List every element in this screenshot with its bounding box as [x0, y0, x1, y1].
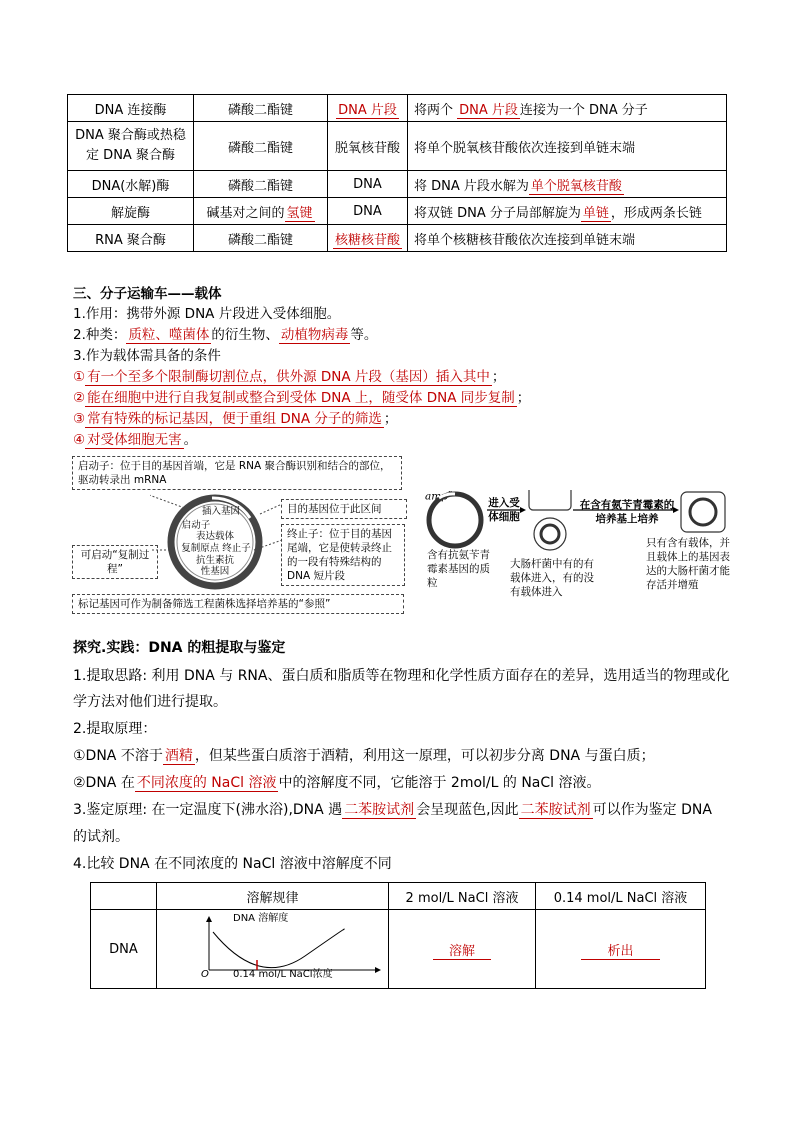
section-heading: 探究.实践：DNA 的粗提取与鉴定 — [73, 640, 286, 656]
pointer-line — [260, 504, 282, 514]
text-line: ①DNA 不溶于 酒精 ，但某些蛋白质溶于酒精，利用这一原理，可以初步分离 DNA 与蛋白质； — [73, 748, 655, 764]
table-row — [68, 122, 727, 171]
plasmid-in-culture — [690, 499, 716, 525]
target-gene-note: 目的基因位于此区间 — [281, 499, 407, 519]
result-caption: 只有含有载体，并且载体上的基因表达的大肠杆菌才能存活并增殖 — [646, 537, 730, 591]
culture-label: 在含有氨苄青霉素的培养基上培养 — [579, 499, 675, 525]
header-cell: 2 mol/L NaCl 溶液 — [389, 883, 536, 910]
bond-cell: 磷酸二酯键 — [194, 225, 328, 252]
table-row — [68, 171, 727, 198]
x-arrow — [375, 967, 381, 973]
substrate-cell: DNA — [328, 171, 408, 198]
function-cell: 将单个脱氧核苷酸依次连接到单链末端 — [408, 122, 727, 171]
text-line: 1.提取思路: 利用 DNA 与 RNA、蛋白质和脂质等在物理和化学性质方面存在的差异，选用适当的物理或化 — [73, 668, 730, 684]
graph-origin: O — [201, 969, 209, 980]
table-row — [68, 95, 727, 122]
solubility-curve — [213, 929, 344, 968]
text-line: ②DNA 在 不同浓度的 NaCl 溶液 中的溶解度不同，它能溶于 2mol/L 的 NaCl 溶液。 — [73, 775, 601, 791]
ring-label: 性基因 — [200, 566, 230, 577]
graph-x-label: 0.14 mol/L NaCl浓度 — [233, 969, 333, 980]
promoter-note: 启动子：位于目的基因首端，它是 RNA 聚合酶识别和结合的部位，驱动转录出 mRNA — [72, 456, 402, 490]
plasmid-circle — [429, 494, 481, 546]
enzyme-name: DNA 连接酶 — [68, 95, 194, 122]
answer-cell: 析出 — [536, 910, 706, 989]
text-line: 学方法对他们进行提取。 — [73, 694, 227, 710]
substrate-cell: DNA 片段 — [328, 95, 408, 122]
text-line: 1.作用：携带外源 DNA 片段进入受体细胞。 — [73, 306, 341, 322]
ring-label: 复制原点 终止子 — [181, 543, 251, 554]
text-line: 2.种类： 质粒、噬菌体 的衍生物、 动植物病毒 等。 — [73, 327, 378, 343]
function-cell: 将 DNA 片段水解为 单个脱氧核苷酸 — [408, 171, 727, 198]
table-row — [68, 198, 727, 225]
section-heading: 三、分子运输车——载体 — [73, 286, 222, 302]
bond-cell: 磷酸二酯键 — [194, 95, 328, 122]
ring-insert-label: 插入基因 — [201, 506, 240, 517]
solubility-table — [90, 882, 706, 989]
empty-cell — [529, 490, 571, 510]
function-cell: 将双链 DNA 分子局部解旋为 单链 ，形成两条长链 — [408, 198, 727, 225]
bond-cell: 磷酸二酯键 — [194, 122, 328, 171]
ring-label: 抗生素抗 — [195, 555, 234, 566]
text-line: 4.比较 DNA 在不同浓度的 NaCl 溶液中溶解度不同 — [73, 856, 392, 872]
row-label: DNA — [91, 910, 157, 989]
bond-cell: 碱基对之间的 氢键 — [194, 198, 328, 225]
condition-1: ① 有一个至多个限制酶切割位点，供外源 DNA 片段（基因）插入其中 ； — [73, 369, 506, 385]
graph-y-label: DNA 溶解度 — [233, 913, 289, 924]
enzyme-name: DNA(水解)酶 — [68, 171, 194, 198]
answer-cell: 溶解 — [389, 910, 536, 989]
bond-cell: 磷酸二酯键 — [194, 171, 328, 198]
y-arrow — [206, 916, 212, 922]
plasmid-caption: 含有抗氨苄青霉素基因的质粒 — [427, 549, 490, 589]
condition-3: ③ 常有特殊的标记基因，便于重组 DNA 分子的筛选 ； — [73, 411, 398, 427]
enzyme-name: 解旋酶 — [68, 198, 194, 225]
header-cell: 溶解规律 — [157, 883, 389, 910]
enter-label: 进入受体细胞 — [488, 497, 520, 523]
enzyme-name: RNA 聚合酶 — [68, 225, 194, 252]
enzyme-table — [67, 94, 727, 252]
substrate-cell: 脱氧核苷酸 — [328, 122, 408, 171]
function-cell: 将两个 DNA 片段 连接为一个 DNA 分子 — [408, 95, 727, 122]
header-cell: 0.14 mol/L NaCl 溶液 — [536, 883, 706, 910]
ring-label: 启动子 — [181, 520, 211, 531]
text-line: 3.作为载体需具备的条件 — [73, 348, 221, 364]
condition-4: ④ 对受体细胞无害 。 — [73, 432, 198, 448]
text-line: 的试剂。 — [73, 829, 129, 845]
terminator-note: 终止子：位于目的基因尾端，它是使转录终止的一段有特殊结构的 DNA 短片段 — [281, 524, 405, 586]
ecoli-with-vector — [534, 518, 566, 550]
header-cell — [91, 883, 157, 910]
substrate-cell: DNA — [328, 198, 408, 225]
ring-label: 表达载体 — [195, 531, 234, 542]
text-line: 2.提取原理： — [73, 721, 157, 737]
enzyme-name: DNA 聚合酶或热稳定 DNA 聚合酶 — [68, 122, 194, 171]
plasmid-in-cell — [541, 525, 559, 543]
substrate-cell: 核糖核苷酸 — [328, 225, 408, 252]
ecoli-caption: 大肠杆菌中有的有载体进入，有的没有载体进入 — [510, 558, 594, 598]
replication-note: 可启动“复制过程” — [72, 545, 158, 579]
condition-2: ② 能在细胞中进行自我复制或整合到受体 DNA 上，随受体 DNA 同步复制 ； — [73, 390, 531, 406]
table-header-row — [91, 883, 706, 910]
text-line: 3.鉴定原理: 在一定温度下(沸水浴),DNA 遇 二苯胺试剂 会呈现蓝色,因此 二苯胺试剂 可以作为鉴定 DNA — [73, 802, 712, 818]
marker-gene-note: 标记基因可作为制备筛选工程菌株选择培养基的“参照” — [72, 594, 404, 614]
solubility-graph-cell — [157, 910, 389, 989]
table-row — [68, 225, 727, 252]
amp-label: amp$^r$ — [425, 489, 452, 503]
table-row — [91, 910, 706, 989]
function-cell: 将单个核糖核苷酸依次连接到单链末端 — [408, 225, 727, 252]
